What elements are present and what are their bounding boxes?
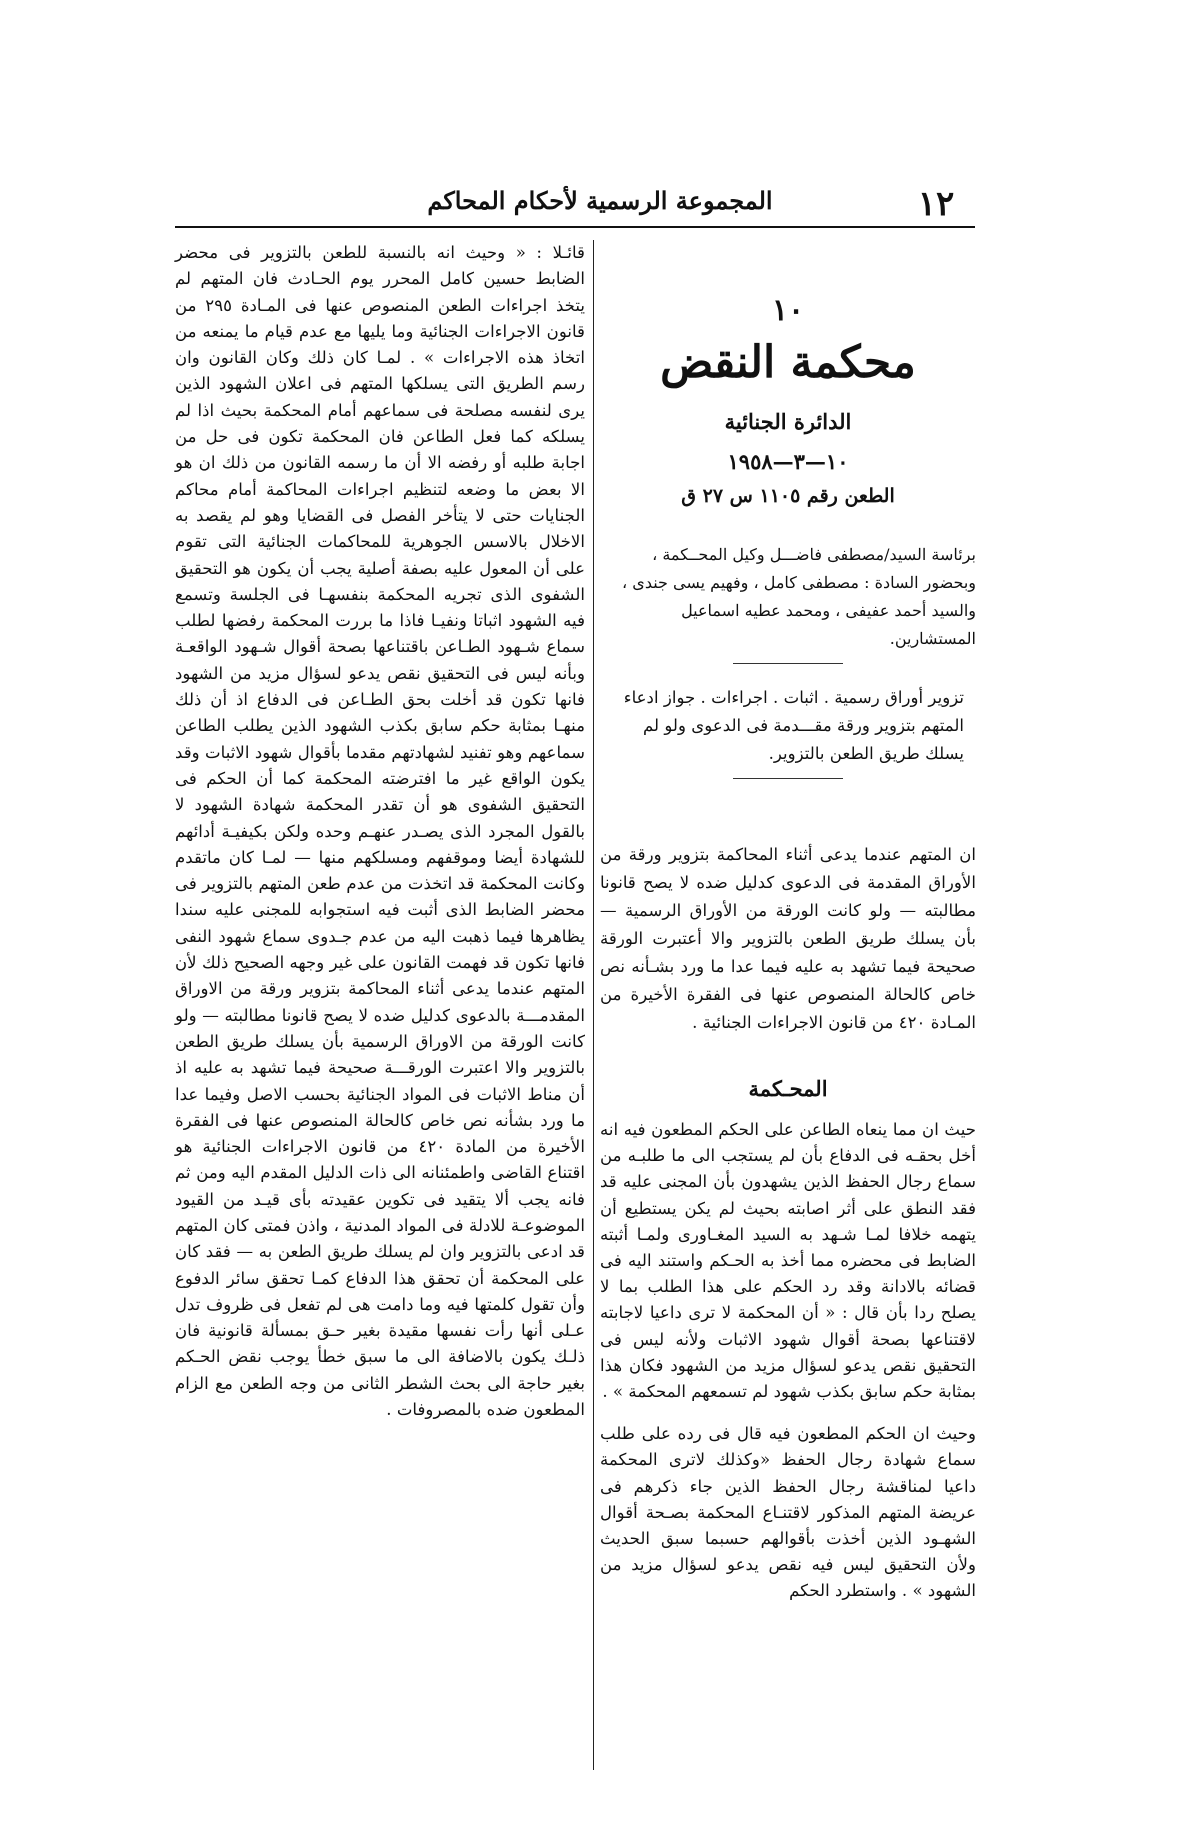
page-number: ١٢ (917, 184, 955, 224)
court-heading: المحـكمة (748, 1076, 828, 1101)
right-column (600, 235, 976, 1621)
case-keywords: تزوير أوراق رسمية . اثبات . اجراءات . جواز ادعاء المتهم بتزوير ورقة مقـــدمة فى الدعوى ولو لم يسلك طريق الطعن بالتزوير. (623, 688, 964, 763)
court-reasoning (600, 1117, 976, 1605)
judgment-date: ١٠—٣—١٩٥٨ (727, 449, 849, 474)
separator-rule (733, 663, 843, 664)
left-column (175, 240, 585, 1423)
chamber-name: الدائرة الجنائية (724, 409, 852, 434)
judgment-continuation: قائـلا : « وحيث انه بالنسبة للطعن بالتزوير فى محضر الضابط حسين كامل المحرر يوم الحـادث فان المتهم لم يتخذ اجراءات الطعن المنصوص عنها فى المـادة ٢٩٥ من قانون الاجراءات الجنائية وما يليها مع عدم قيام ما يمنعه من اتخاذ هذه الاجراءات » . لمـا كان ذلك وكان القانون وان رسم الطريق التى يسلكها المتهم فى اعلان الشهود الذين يرى لنفسه مصلحة فى سماعهم أمام المحكمة بحيث اذا لم يسلكه كما فعل الطاعن فان المحكمة تكون فى حل من اجابة طلبه أو رفضه الا أن ما رسمه القانون من ذلك ان هو الا بعض ما وضعه لتنظيم اجراءات المحاكمة أمام محاكم الجنايات حتى لا يتأخر الفصل فى القضايا وهو لم يقصد به الاخلال بالاسس الجوهرية للمحاكمات الجنائية التى تقوم على أن المعول عليه بصفة أصلية يجب أن يكون هو التحقيق الشفوى الذى تجريه المحكمة بنفسهـا فى الجلسة وتسمع فيه الشهود اثباتا ونفيـا فاذا ما بررت المحكمة رفضها لطلب سماع شـهود الطـاعن باقتناعها بصحة أقوال شـهود الواقعـة وبأنه ليس فى التحقيق نقص يدعو لسؤال مزيد من الشهود فانها تكون قد أخلت بحق الطـاعن فى الدفاع اذ أن ذلك منهـا بمثابة حكم سابق بكذب الشهود الذين يطلب الطاعن سماعهم وهو تفنيد لشهادتهم مقدما بأقوال شهود الاثبات وقد يكون الواقع غير ما افترضته المحكمة كما أن الحكم فى التحقيق الشفوى هو أن تقدر المحكمة شهادة الشهود لا بالقول المجرد الذى يصـدر عنهـم وحده ولكن بكيفيـة أدائهم للشهادة أيضا وموقفهم ومسلكهم منها — لمـا كان ماتقدم وكانت المحكمة قد اتخذت من عدم طعن المتهم بالتزوير فى محضر الضابط الذى أثبت فيه استجوابه للمجنى عليه سندا يظاهرها فيما ذهبت اليه من عدم جـدوى سماع شهود النفى فانها تكون قد فهمت القانون على غير وجهه الصحيح ذلك لأن المتهم عندما يدعى أثناء المحاكمة بتزوير ورقة من الاوراق المقدمـــة بالدعوى كدليل ضده لا يصح قانونا مطالبته — ولو كانت الورقة من الاوراق الرسمية بأن يسلك طريق الطعن بالتزوير والا اعتبرت الورقـــة صحيحة فيما تشهد به عليه اذ أن مناط الاثبات فى المواد الجنائية بحسب الاصل وفيما عدا ما ورد بشأنه نص خاص كالحالة المنصوص عنها فى الفقرة الأخيرة من المادة ٤٢٠ من قانون الاجراءات الجنائية هو اقتناع القاضى واطمئنانه الى ذات الدليل المقدم اليه ومن ثم فانه يجب ألا يتقيد فى تكوين عقيدته بأى قيـد من القيود الموضوعـة للادلة فى المواد المدنية ، واذن فمتى كان المتهم قد ادعى بالتزوير وان لم يسلك طريق الطعن به — فقد كان على المحكمة أن تحقق هذا الدفاع كمـا تحقق سائر الدفوع وأن تقول كلمتها فيه وما دامت هى لم تفعل فى ظروف تدل عـلى أنها رأت نفسها مقيدة بغير حـق بمسألة قانونية فان ذلـك يكون بالاضافة الى ما سبق خطأ يوجب نقض الحـكم بغير حاجة الى بحث الشطر الثانى من وجه الطعن مع الزام المطعون ضده بالمصروفات . (175, 243, 585, 1420)
appeal-number: الطعن رقم ١١٠٥ س ٢٧ ق (681, 485, 895, 507)
legal-principle: ان المتهم عندما يدعى أثناء المحاكمة بتزوير ورقة من الأوراق المقدمة فى الدعوى كدليل ضده لا يصح قانونا مطالبته — ولو كانت الورقة من الأوراق الرسمية — بأن يسلك طريق الطعن بالتزوير والا أعتبرت الورقة صحيحة فيما تشهد به عليه فيما عدا ما ورد بشـأنه نص خاص كالحالة المنصوص عنها فى الفقرة الأخيرة من المـادة ٤٢٠ من قانون الاجراءات الجنائية . (600, 845, 976, 1032)
separator-rule (733, 778, 843, 779)
column-divider (593, 240, 594, 1770)
bench-composition: برئاسة السيد/مصطفى فاضـــل وكيل المحــكمة ، وبحضور السادة : مصطفى كامل ، وفهيم يسى جندى ، والسيد أحمد عفيفى ، ومحمد عطيه اسماعيل المستشارين. (622, 545, 976, 648)
reasoning-paragraph: حيث ان مما ينعاه الطاعن على الحكم المطعون فيه انه أخل بحقـه فى الدفاع بأن لم يستجب الى ما طلبـه من سماع رجال الحفظ الذين يشهدون بأن المجنى عليه قد فقد النطق على أثر اصابته بحيث لم يكن يستطيع أن يتهمه خلافا لمـا شـهد به السيد المغـاورى ولمـا أثبته الضابط فى محضره مما أخذ به الحـكم واستند اليه فى قضائه بالادانة وقد رد الحكم على هذا الطلب بما لا يصلح ردا بأن قال : « أن المحكمة لا ترى داعيا لاجابته لاقتناعها بصحة أقوال شهود الاثبات ولأنه ليس فى التحقيق نقص يدعو لسؤال مزيد من الشهود فكان هذا بمثابة حكم سابق بكذب شهود لم تسمعهم المحكمة » . (600, 1120, 976, 1402)
court-name: محكمة النقض (660, 337, 916, 388)
header-rule (175, 226, 975, 228)
running-title: المجموعة الرسمية لأحكام المحاكم (427, 186, 773, 215)
reasoning-paragraph: وحيث ان الحكم المطعون فيه قال فى رده على طلب سماع شهادة رجال الحفظ «وكذلك لاترى المحكمة داعيا لمناقشة رجال الحفظ الذين جاء ذكرهم فى عريضة المتهم المذكور لاقتنـاع المحكمة بصـحة أقوال الشهـود الذين أخذت بأقوالهم حسبما سبق الحديث ولأن التحقيق ليس فيه نقص يدعو لسؤال مزيد من الشهود » . واستطرد الحكم (600, 1424, 976, 1601)
case-number: ١٠ (771, 293, 805, 328)
